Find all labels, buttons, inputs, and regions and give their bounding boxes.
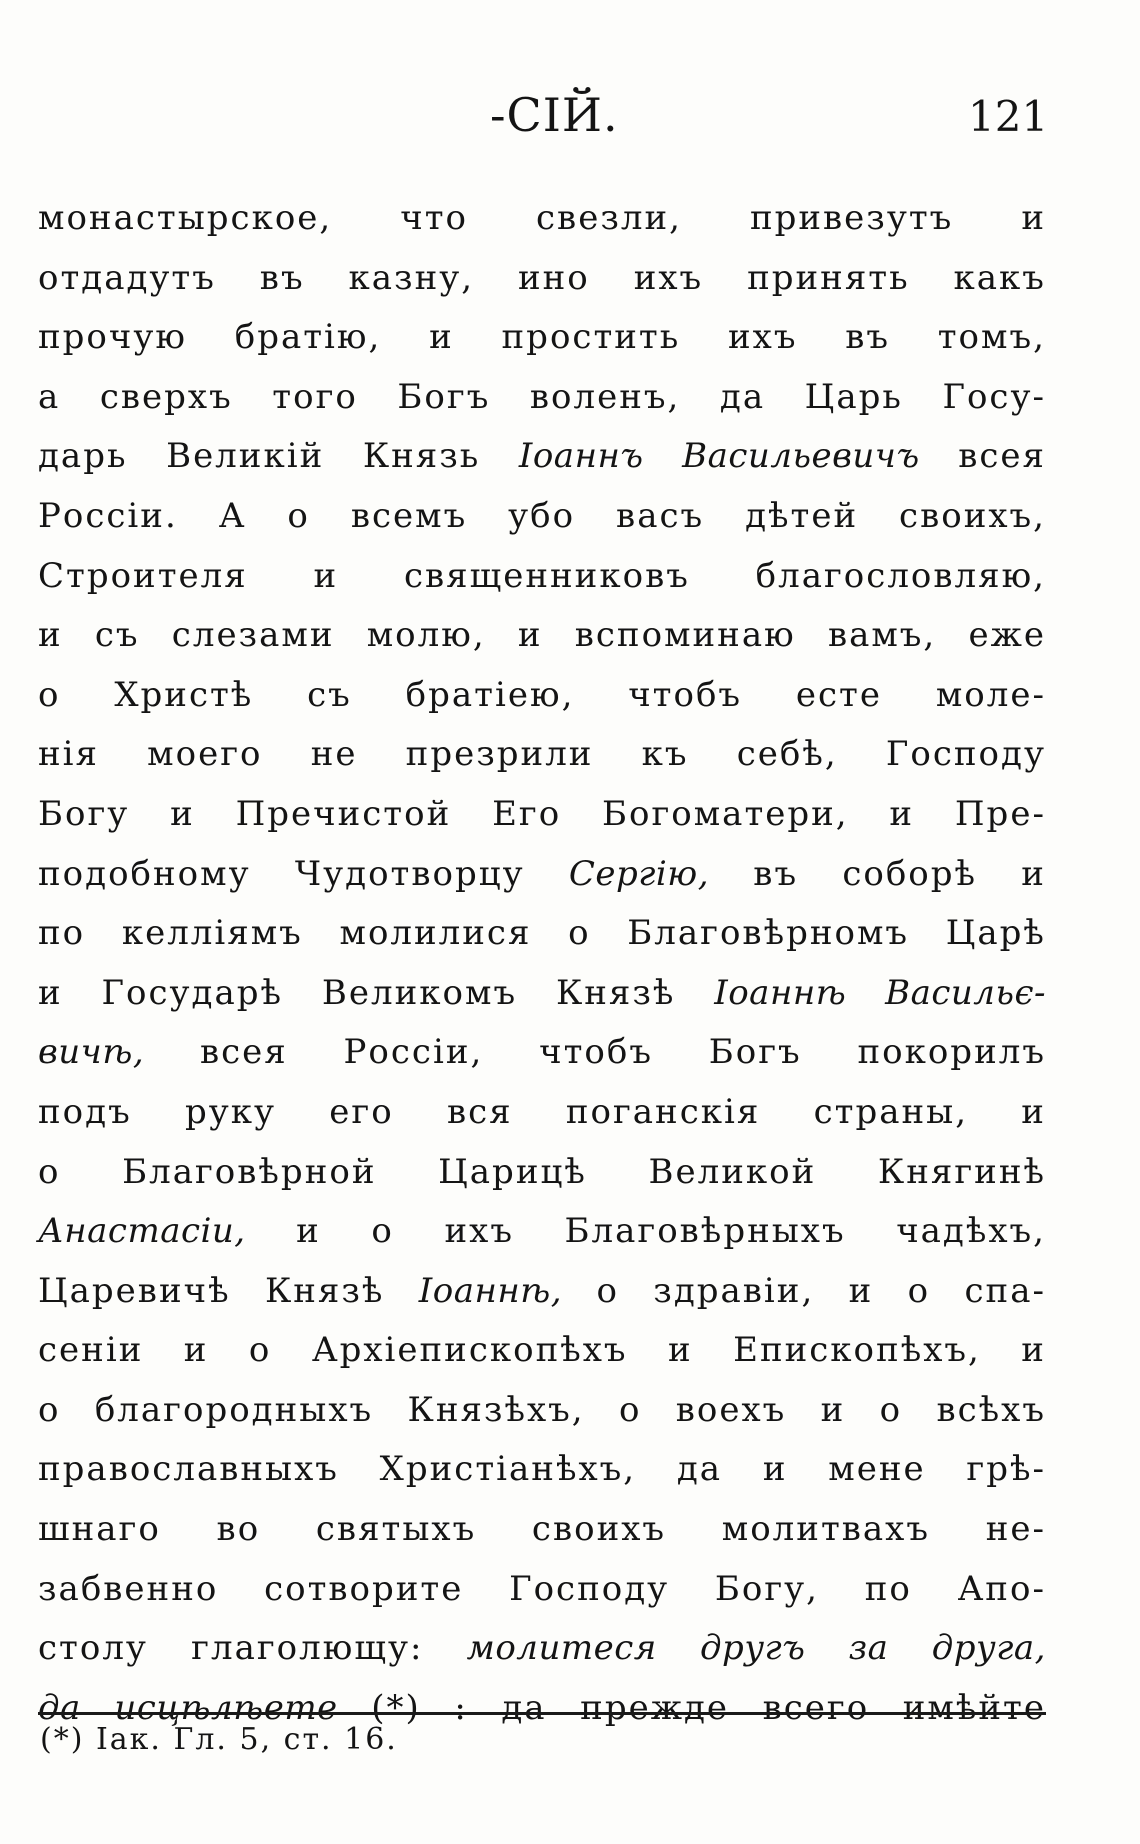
word: Христѣ (114, 674, 254, 715)
word: благородныхъ (94, 1389, 374, 1430)
word: о (879, 1389, 903, 1430)
word: съ (307, 674, 352, 715)
word: благословляю, (755, 555, 1046, 596)
word: спа- (964, 1270, 1046, 1311)
word: Строителя (38, 555, 248, 596)
word: Россіи. (38, 495, 178, 536)
word: Князѣхъ, (407, 1389, 585, 1430)
word: сотворите (264, 1568, 464, 1609)
word: да (501, 1687, 547, 1728)
word: вамъ, (827, 615, 937, 656)
word: въ (753, 853, 799, 894)
text-line (38, 1211, 1046, 1271)
word: и (848, 1270, 874, 1311)
word: и (296, 1211, 321, 1252)
text-line (38, 913, 1046, 973)
word: о (907, 1270, 931, 1311)
body-text (38, 198, 1046, 1747)
word: моего (147, 734, 263, 775)
word: всея (958, 436, 1046, 477)
word: по (38, 913, 86, 954)
text-line (38, 317, 1046, 377)
word: чтобъ (539, 1032, 653, 1073)
footnote-rule (38, 1712, 1046, 1715)
word: Епископѣхъ, (733, 1330, 981, 1371)
word: Великомъ (321, 972, 518, 1013)
italic-word: Васильевичъ (682, 436, 920, 477)
word: Архіепископѣхъ (311, 1330, 628, 1371)
word: Богъ (397, 376, 491, 417)
word: слезами (171, 615, 335, 656)
word: молилися (339, 913, 532, 954)
word: и (517, 615, 543, 656)
word: Госу- (942, 376, 1046, 417)
word: всея (199, 1032, 288, 1073)
word: о (618, 1389, 642, 1430)
text-line (38, 436, 1046, 496)
word: о (38, 674, 61, 715)
word: столу (38, 1628, 148, 1669)
word: Россіи, (343, 1032, 484, 1073)
word: Великій (166, 436, 325, 477)
word: моле- (935, 674, 1046, 715)
word: Христіанѣхъ, (379, 1449, 637, 1490)
italic-word: за (848, 1628, 889, 1669)
word: не- (985, 1509, 1046, 1550)
word: священниковъ (404, 555, 690, 596)
italic-word: другъ (700, 1628, 806, 1669)
word: еже (968, 615, 1046, 656)
word: братію, (234, 317, 382, 358)
word: и (1021, 853, 1046, 894)
text-line (38, 675, 1046, 735)
word: Царевичѣ (38, 1270, 231, 1311)
word: чтобъ (628, 674, 743, 715)
word: молю, (366, 615, 486, 656)
word: Великой (648, 1151, 817, 1192)
text-line (38, 1092, 1046, 1152)
word: подобному (38, 853, 251, 894)
word: Пре- (954, 793, 1046, 834)
italic-word: Васильє- (885, 972, 1046, 1013)
word: и (170, 793, 195, 834)
word: Царь (804, 376, 903, 417)
word: и (762, 1449, 788, 1490)
text-line (38, 794, 1046, 854)
text-line (38, 1032, 1046, 1092)
running-title: -СІЙ. (490, 88, 619, 142)
word: сверхъ (99, 376, 233, 417)
word: и (668, 1330, 693, 1371)
word: подъ (38, 1091, 132, 1132)
word: имѣйте (902, 1687, 1046, 1728)
word: вся (446, 1091, 513, 1132)
word: Князѣ (555, 972, 676, 1013)
word: сеніи (38, 1330, 144, 1371)
word: Государѣ (101, 972, 284, 1013)
word: и (1021, 1330, 1046, 1371)
word: и (429, 317, 454, 358)
word: всего (762, 1687, 870, 1728)
word: о (38, 1151, 61, 1192)
italic-word: молитеся (466, 1628, 657, 1669)
text-line (38, 1390, 1046, 1450)
word: о (371, 1211, 394, 1252)
word: руку (184, 1091, 276, 1132)
word: томъ, (937, 317, 1046, 358)
word: Апо- (957, 1568, 1046, 1609)
word: да (676, 1449, 723, 1490)
word: воехъ (675, 1389, 787, 1430)
word: простить (501, 317, 681, 358)
word: Княгинѣ (877, 1151, 1046, 1192)
word: святыхъ (315, 1509, 477, 1550)
word: шнаго (38, 1509, 161, 1550)
text-line (38, 1509, 1046, 1569)
word: ихъ (444, 1211, 514, 1252)
text-line (38, 198, 1046, 258)
word: того (272, 376, 358, 417)
word: Царѣ (945, 913, 1046, 954)
word: соборѣ (842, 853, 978, 894)
word: мене (828, 1449, 926, 1490)
italic-word: исцѣлѣете (114, 1687, 338, 1728)
word: Богоматери, (601, 793, 849, 834)
word: къ (641, 734, 689, 775)
word: здравіи, (653, 1270, 815, 1311)
word: о (38, 1389, 61, 1430)
word: Богъ (708, 1032, 802, 1073)
page-number: 121 (968, 92, 1049, 141)
word: привезутъ (749, 198, 954, 238)
word: и (820, 1389, 846, 1430)
word: а (38, 376, 61, 417)
text-line (38, 1569, 1046, 1629)
italic-word: Анастасіи, (38, 1211, 246, 1252)
word: своихъ (531, 1509, 667, 1550)
italic-word: Іоаннъ (518, 436, 644, 477)
word: о (596, 1270, 619, 1311)
word: Благовѣрномъ (627, 913, 910, 954)
word: нія (38, 734, 99, 775)
italic-word: Сергію, (568, 853, 710, 894)
word: Благовѣрныхъ (564, 1211, 846, 1252)
text-line (38, 1449, 1046, 1509)
word: (*) (371, 1687, 421, 1728)
running-head (0, 88, 1140, 148)
italic-word: вичѣ, (38, 1032, 145, 1073)
word: о (248, 1330, 272, 1371)
text-line (38, 854, 1046, 914)
word: въ (845, 317, 890, 358)
word: ихъ (728, 317, 798, 358)
word: дарь (38, 436, 128, 477)
word: да (719, 376, 766, 417)
word: въ (259, 257, 305, 298)
text-line (38, 1271, 1046, 1331)
word: свезли, (536, 198, 682, 238)
word: прежде (580, 1687, 730, 1728)
text-line (38, 496, 1046, 556)
word: грѣ- (966, 1449, 1046, 1490)
word: чадѣхъ, (896, 1211, 1046, 1252)
word: отдадутъ (38, 257, 216, 298)
word: прочую (38, 317, 187, 358)
word: Благовѣрной (122, 1151, 377, 1192)
word: воленъ, (529, 376, 681, 417)
word: во (216, 1509, 261, 1550)
word: вспоминаю (574, 615, 796, 656)
word: дѣтей (745, 495, 859, 536)
word: о (287, 495, 310, 536)
word: забвенно (38, 1568, 219, 1609)
word: своихъ, (899, 495, 1046, 536)
word: Князѣ (264, 1270, 385, 1311)
word: не (310, 734, 358, 775)
word: по (864, 1568, 912, 1609)
italic-word: Іоаннѣ (714, 972, 847, 1013)
word: Царицѣ (438, 1151, 587, 1192)
word: съ (94, 615, 140, 656)
word: васъ (616, 495, 705, 536)
word: Богу, (714, 1568, 819, 1609)
word: келліямъ (121, 913, 303, 954)
word: Господу (509, 1568, 670, 1609)
word: Его (492, 793, 562, 834)
word: молитвахъ (721, 1509, 930, 1550)
word: всемъ (350, 495, 468, 536)
word: покорилъ (857, 1032, 1046, 1073)
word: и (38, 615, 63, 656)
word: поганскія (565, 1091, 761, 1132)
text-line (38, 734, 1046, 794)
text-line (38, 1330, 1046, 1390)
word: и (38, 972, 63, 1013)
italic-word: Іоаннѣ, (418, 1270, 563, 1311)
text-line (38, 258, 1046, 318)
word: Чудотворцу (294, 853, 525, 894)
word: и (183, 1330, 209, 1371)
word: ино (517, 257, 590, 298)
word: А (218, 495, 247, 536)
word: братіею, (405, 674, 575, 715)
word: Князь (362, 436, 481, 477)
text-line (38, 615, 1046, 675)
word: себѣ, (736, 734, 838, 775)
word: : (454, 1687, 468, 1728)
text-line (38, 973, 1046, 1033)
text-line (38, 377, 1046, 437)
word: Богу (38, 793, 130, 834)
word: какъ (953, 257, 1046, 298)
footnote: (*) Іак. Гл. 5, ст. 16. (40, 1722, 398, 1757)
text-line (38, 1628, 1046, 1688)
text-line (38, 1152, 1046, 1212)
word: принять (747, 257, 910, 298)
word: страны, (813, 1091, 969, 1132)
word: есте (795, 674, 882, 715)
word: монастырское, (38, 198, 333, 238)
word: Пречистой (235, 793, 452, 834)
word: что (400, 198, 468, 238)
word: глаголющу: (191, 1628, 424, 1669)
word: и (1021, 1091, 1046, 1132)
word: Господу (885, 734, 1046, 775)
word: презрили (405, 734, 594, 775)
word: и (1021, 198, 1046, 238)
italic-word: да (38, 1687, 81, 1728)
text-line (38, 556, 1046, 616)
italic-word: друга, (931, 1628, 1046, 1669)
word: православныхъ (38, 1449, 339, 1490)
word: всѣхъ (936, 1389, 1046, 1430)
word: и (889, 793, 915, 834)
word: казну, (348, 257, 475, 298)
word: о (568, 913, 591, 954)
word: его (329, 1091, 394, 1132)
word: ихъ (633, 257, 704, 298)
word: и (313, 555, 339, 596)
word: убо (508, 495, 576, 536)
